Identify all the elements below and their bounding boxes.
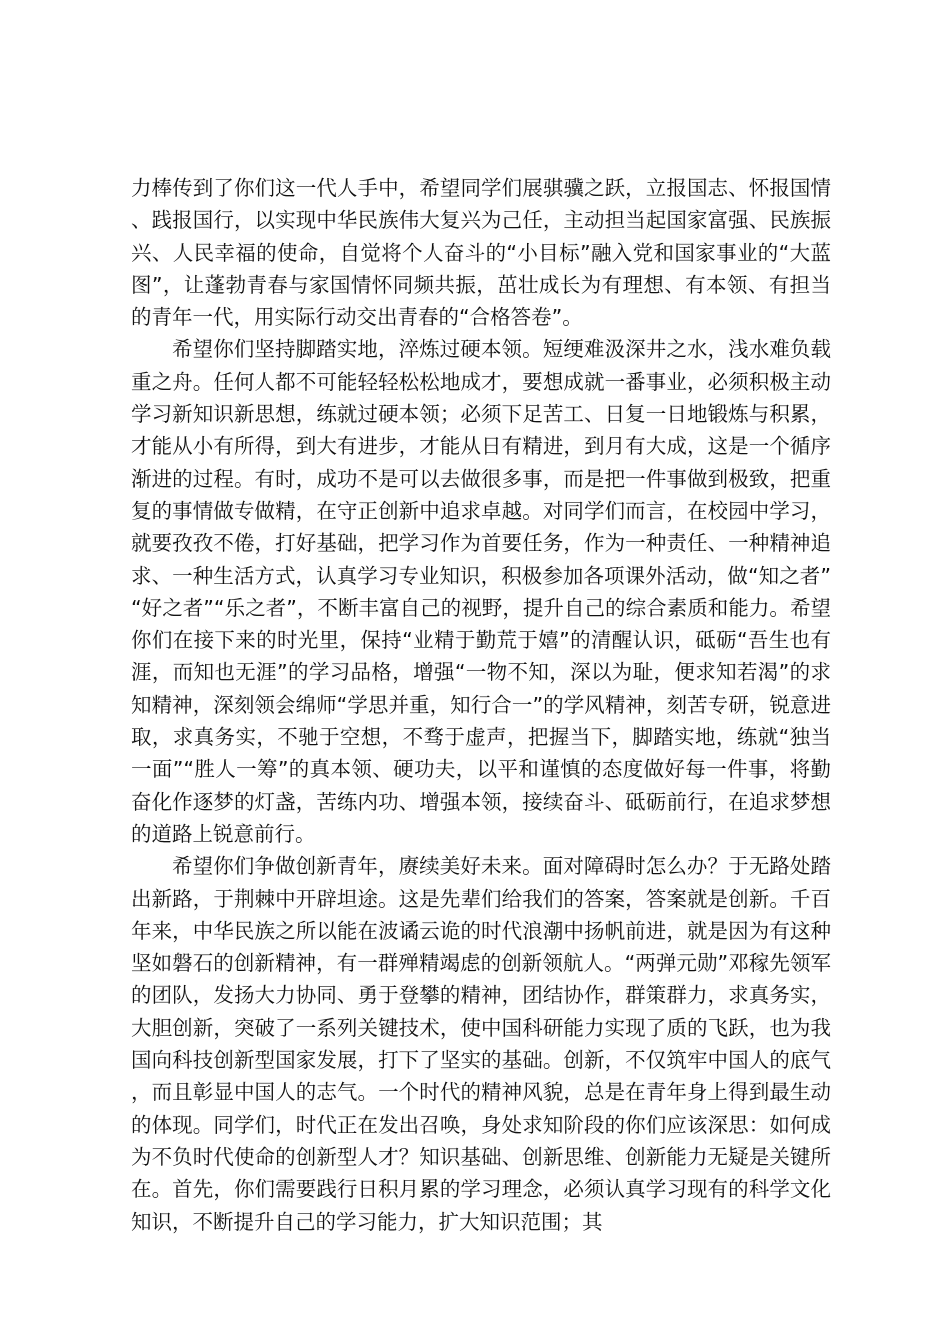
- paragraph-practical-skills: 希望你们坚持脚踏实地，淬炼过硬本领。短绠难汲深井之水，浅水难负载重之舟。任何人都不可能轻轻松松地成才，要想成就一番事业，必须积极主动学习新知识新思想，练就过硬本领；必须下足苦工、日复一日地锻炼与积累，才能从小有所得，到大有进步，才能从日有精进，到月有大成，这是一个循序渐进的过程。有时，成功不是可以去做很多事，而是把一件事做到极致，把重复的事情做专做精，在守正创新中追求卓越。对同学们而言，在校园中学习，就要孜孜不倦，打好基础，把学习作为首要任务，作为一种责任、一种精神追求、一种生活方式，认真学习专业知识，积极参加各项课外活动，做“知之者”“好之者”“乐之者”，不断丰富自己的视野，提升自己的综合素质和能力。希望你们在接下来的时光里，保持“业精于勤荒于嬉”的清醒认识，砥砺“吾生也有涯，而知也无涯”的学习品格，增强“一物不知，深以为耻，便求知若渴”的求知精神，深刻领会绵师“学思并重，知行合一”的学风精神，刻苦专研，锐意进取，求真务实，不驰于空想，不骛于虚声，把握当下，脚踏实地，练就“独当一面”“胜人一筹”的真本领、硬功夫，以平和谨慎的态度做好每一件事，将勤奋化作逐梦的灯盏，苦练内功、增强本领，接续奋斗、砥砺前行，在追求梦想的道路上锐意前行。: [131, 337, 831, 846]
- paragraph-innovative-youth: 希望你们争做创新青年，赓续美好未来。面对障碍时怎么办？于无路处踏出新路，于荆棘中开辟坦途。这是先辈们给我们的答案，答案就是创新。千百年来，中华民族之所以能在波谲云诡的时代浪潮中扬帆前进，就是因为有这种坚如磐石的创新精神，有一群殚精竭虑的创新领航人。“两弹元勋”邓稼先领军的团队，发扬大力协同、勇于登攀的精神，团结协作，群策群力，求真务实，大胆创新，突破了一系列关键技术，使中国科研能力实现了质的飞跃，也为我国向科技创新型国家发展，打下了坚实的基础。创新，不仅筑牢中国人的底气，而且彰显中国人的志气。一个时代的精神风貌，总是在青年身上得到最生动的体现。同学们，时代正在发出召唤，身处求知阶段的你们应该深思：如何成为不负时代使命的创新型人才？知识基础、创新思维、创新能力无疑是关键所在。首先，你们需要践行日积月累的学习理念，必须认真学习现有的科学文化知识，不断提升自己的学习能力，扩大知识范围；其: [131, 854, 831, 1234]
- paragraph-continued: 力棒传到了你们这一代人手中，希望同学们展骐骥之跃，立报国志、怀报国情、践报国行，以实现中华民族伟大复兴为己任，主动担当起国家富强、民族振兴、人民幸福的使命，自觉将个人奋斗的“小目标”融入党和国家事业的“大蓝图”，让蓬勃青春与家国情怀同频共振，茁壮成长为有理想、有本领、有担当的青年一代，用实际行动交出青春的“合格答卷”。: [131, 176, 831, 330]
- document-body: [131, 172, 831, 1238]
